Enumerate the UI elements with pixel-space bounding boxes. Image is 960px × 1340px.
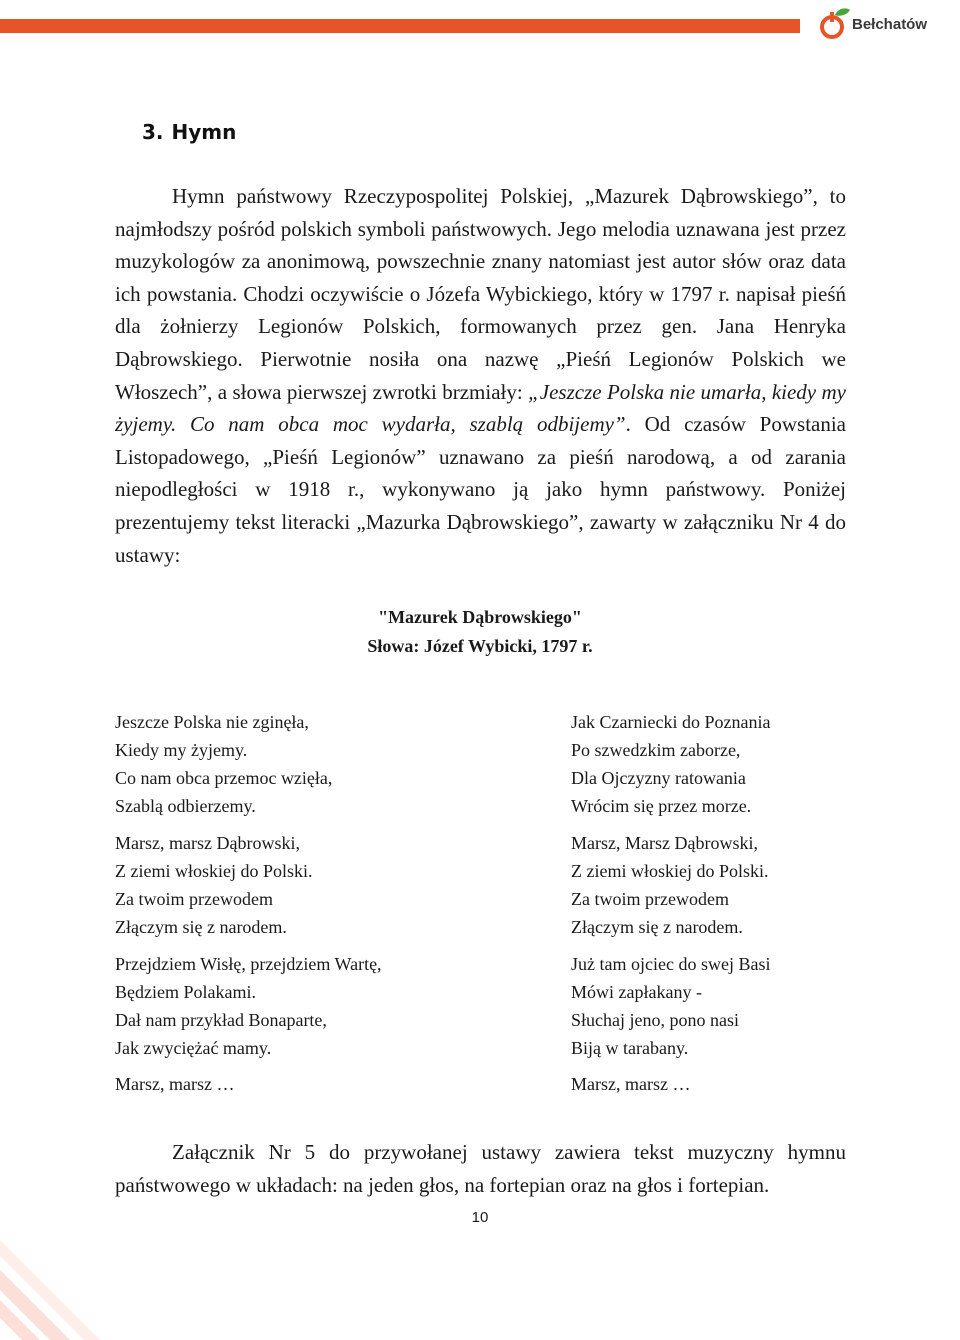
page-number: 10 [471,1209,489,1226]
verse-line: Dla Ojczyzny ratowania [571,768,746,788]
song-subtitle: Słowa: Józef Wybicki, 1797 r. [367,636,593,656]
intro-quote-italic: „Jeszcze Polska nie umarła, kiedy my żyjemy. Co nam obca moc wydarła, szablą odbijemy” [115,379,846,437]
right-stanza-3 [571,950,770,1062]
verse-line: Będziem Polakami. [115,982,256,1002]
verse-line: Za twoim przewodem [115,889,273,909]
verse-line: Szablą odbierzemy. [115,796,256,816]
verse-line: Jak zwyciężać mamy. [115,1038,272,1058]
verse-line: Marsz, marsz … [115,1074,235,1094]
right-stanza-4 [571,1070,690,1098]
verse-line: Biją w tarabany. [571,1038,689,1058]
intro-text-1: Hymn państwowy Rzeczypospolitej Polskiej, „Mazurek Dąbrowskiego”, to najmłodszy pośród polskich symboli państwowych. Jego melodia uznawana jest przez muzykologów za anonimową, powszechnie znany natomiast jest autor słów oraz data ich powstania. Chodzi oczywiście o Józefa Wybickiego, który w 1797 r. napisał pieśń dla żołnierzy Legionów Polskich, formowanych przez gen. Jana Henryka Dąbrowskiego. Pierwotnie nosiła ona nazwę „Pieśń Legionów Polskich we Włoszech”, a słowa pierwszej zwrotki brzmiały: [115,184,846,404]
right-stanza-1 [571,708,770,820]
section-number: 3. [142,120,164,144]
verse-line: Już tam ojciec do swej Basi [571,954,771,974]
verse-line: Jak Czarniecki do Poznania [571,712,771,732]
verse-line: Marsz, Marsz Dąbrowski, [571,833,758,853]
verse-line: Marsz, marsz … [571,1074,691,1094]
intro-text-2: . Od czasów Powstania Listopadowego, „Pieśń Legionów” uznawano za pieśń narodową, a od zarania niepodległości w 1918 r., wykonywano ją jako hymn państwowy. Poniżej prezentujemy tekst literacki „Mazurka Dąbrowskiego”, zawarty w załączniku Nr 4 do ustawy: [115,412,847,567]
verse-line: Wrócim się przez morze. [571,796,752,816]
verse-line: Złączym się z narodem. [115,917,287,937]
verse-line: Przejdziem Wisłę, przejdziem Wartę, [115,954,382,974]
verse-line: Złączym się z narodem. [571,917,743,937]
corner-stripes-decoration [0,1200,140,1340]
verse-line: Za twoim przewodem [571,889,729,909]
verse-line: Kiedy my żyjemy. [115,740,248,760]
verse-line: Dał nam przykład Bonaparte, [115,1010,327,1030]
logo-text: Bełchatów [852,16,928,33]
left-stanza-1 [115,708,332,820]
belchatow-logo [818,6,938,42]
verse-line: Z ziemi włoskiej do Polski. [571,861,769,881]
verse-line: Po szwedzkim zaborze, [571,740,741,760]
verse-line: Co nam obca przemoc wzięła, [115,768,333,788]
verse-line: Mówi zapłakany - [571,982,702,1002]
left-stanza-3 [115,950,382,1062]
verse-line: Jeszcze Polska nie zginęła, [115,712,309,732]
left-stanza-2 [115,829,313,941]
intro-paragraph [115,180,846,571]
section-heading [142,120,236,144]
right-stanza-2 [571,829,769,941]
section-title: Hymn [171,120,237,144]
closing-paragraph: Załącznik Nr 5 do przywołanej ustawy zawiera tekst muzyczny hymnu państwowego w układach: na jeden głos, na fortepian oraz na głos i fortepian. [115,1140,846,1197]
left-stanza-4 [115,1070,234,1098]
verse-line: Z ziemi włoskiej do Polski. [115,861,313,881]
verse-line: Słuchaj jeno, pono nasi [571,1010,739,1030]
verse-line: Marsz, marsz Dąbrowski, [115,833,300,853]
apple-logo-icon [818,6,852,42]
song-title: "Mazurek Dąbrowskiego" [378,607,582,627]
header-accent-bar [0,19,800,33]
